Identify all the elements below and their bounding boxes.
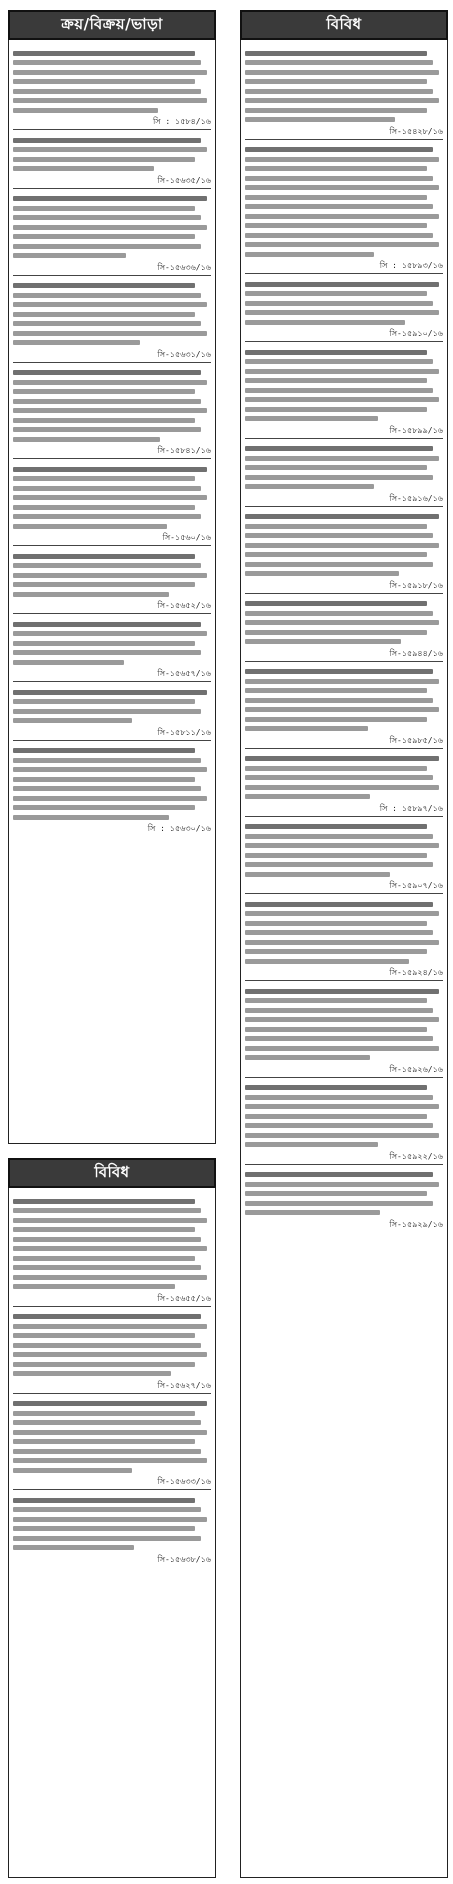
ad-text-line [245, 756, 439, 761]
ad-text-line [245, 456, 439, 461]
ad-text-line [13, 1545, 134, 1550]
ad-text-line [13, 1536, 201, 1541]
section-heading-misc-left: বিবিধ [8, 1158, 216, 1188]
ad-text-line [245, 185, 439, 190]
ad-text-line [13, 206, 195, 211]
ad-text-line [245, 717, 427, 722]
ad-serial-number: সি-১৫৮৯৯/১৬ [389, 425, 443, 435]
ad-text-line [13, 709, 201, 714]
ad-text-line [245, 416, 378, 421]
ad-text-line [13, 98, 207, 103]
ad-serial-number: সি-১৫৯৪৪/১৬ [389, 648, 443, 658]
classified-ad [13, 1394, 211, 1491]
ad-text-line [13, 399, 201, 404]
ad-text-line [245, 484, 374, 489]
ad-text-line [13, 157, 195, 162]
ad-text-line [245, 571, 399, 576]
ad-text-line [13, 554, 195, 559]
ad-text-line [245, 669, 433, 674]
classified-ad [13, 1307, 211, 1394]
classified-ad [245, 140, 443, 275]
ad-text-line [13, 582, 195, 587]
ad-serial-number: সি : ১৫৮৯৩/১৬ [379, 261, 443, 270]
ad-text-line [13, 293, 201, 298]
ad-text-line [245, 204, 433, 209]
ad-text-line [245, 1182, 439, 1187]
ad-serial-number: সি-১৫৯১০/১৬ [389, 329, 443, 338]
ad-text-line [245, 911, 439, 916]
ad-serial-number: সি-১৫৬৫২/১৬ [157, 601, 211, 610]
classified-ad [13, 1490, 211, 1567]
ad-text-line [13, 1208, 201, 1213]
ad-text-line [245, 282, 439, 287]
ad-text-line [13, 253, 126, 258]
ad-text-line [13, 1237, 201, 1242]
ad-text-line [245, 959, 409, 964]
ad-text-line [245, 233, 433, 238]
ad-text-line [13, 786, 201, 791]
ad-text-line [13, 331, 207, 336]
ad-text-line [245, 157, 439, 162]
ad-text-line [13, 340, 140, 345]
classified-ad [13, 130, 211, 189]
ad-text-line [13, 1498, 195, 1503]
ad-text-line [13, 380, 207, 385]
ad-text-line [13, 215, 201, 220]
ad-text-line [245, 465, 427, 470]
ad-text-line [245, 252, 374, 257]
ad-text-line [13, 699, 195, 704]
ad-text-line [13, 573, 207, 578]
classified-ad [245, 1078, 443, 1165]
ad-text-line [245, 1123, 433, 1128]
section-heading-buy-sell-rent: ক্রয়/বিক্রয়/ভাড়া [8, 10, 216, 40]
ad-text-line [245, 1095, 433, 1100]
ad-text-line [245, 514, 439, 519]
ad-text-line [245, 117, 395, 122]
ad-text-line [13, 777, 195, 782]
ad-text-line [13, 467, 207, 472]
ads-list-misc-left [8, 1188, 216, 1878]
ad-serial-number: সি-১৫৯২৯/১৬ [389, 1219, 443, 1229]
ad-text-line [245, 147, 433, 152]
classified-ad [13, 614, 211, 682]
classified-ad [13, 363, 211, 460]
ad-text-line [13, 389, 195, 394]
ad-text-line [245, 1046, 439, 1051]
ad-text-line [245, 407, 427, 412]
ad-text-line [13, 1526, 195, 1531]
ad-text-line [13, 1507, 201, 1512]
ad-text-line [245, 775, 433, 780]
ad-text-line [13, 815, 169, 820]
ad-text-line [13, 1218, 207, 1223]
ad-text-line [13, 1420, 201, 1425]
classified-ad [245, 43, 443, 140]
ad-text-line [13, 641, 195, 646]
ad-text-line [245, 1027, 427, 1032]
ad-serial-number: সি-১৫৯৮৫/১৬ [389, 735, 443, 745]
classified-ad [245, 274, 443, 342]
ad-text-line [13, 622, 201, 627]
ad-text-line [245, 378, 427, 383]
ad-text-line [13, 51, 195, 56]
ad-text-line [13, 166, 154, 171]
ad-text-line [245, 1055, 370, 1060]
ad-text-line [245, 989, 439, 994]
ad-text-line [245, 902, 433, 907]
ad-text-line [13, 524, 167, 529]
ad-text-line [13, 108, 158, 113]
ad-text-line [13, 321, 201, 326]
ad-text-line [245, 639, 401, 644]
classified-ad [245, 981, 443, 1078]
ad-text-line [245, 51, 427, 56]
classified-ad [245, 507, 443, 594]
ad-text-line [13, 1458, 207, 1463]
ad-text-line [245, 214, 439, 219]
ad-text-line [13, 1352, 207, 1357]
ad-text-line [13, 563, 201, 568]
ad-text-line [13, 312, 195, 317]
ad-text-line [245, 707, 439, 712]
ad-text-line [13, 1324, 207, 1329]
ad-serial-number: সি-১৫৯১৬/১৬ [389, 493, 443, 503]
ad-text-line [245, 1133, 439, 1138]
ad-text-line [245, 446, 433, 451]
classified-ad [245, 439, 443, 507]
ad-text-line [13, 796, 207, 801]
ad-text-line [245, 475, 433, 480]
ad-text-line [245, 79, 427, 84]
classified-ad [13, 682, 211, 741]
ad-text-line [13, 1275, 207, 1280]
ad-text-line [13, 370, 201, 375]
ad-text-line [245, 1114, 427, 1119]
ad-text-line [245, 242, 439, 247]
ad-text-line [13, 1401, 207, 1406]
ad-text-line [245, 524, 427, 529]
ad-serial-number: সি-১৫৬২৭/১৬ [157, 1380, 211, 1390]
ad-text-line [13, 1314, 201, 1319]
ad-text-line [245, 1008, 433, 1013]
ad-text-line [13, 1439, 195, 1444]
classified-ad [13, 276, 211, 363]
classified-ad [13, 189, 211, 276]
ad-serial-number: সি-১৫৯২২/১৬ [389, 1151, 443, 1161]
classified-ad [245, 1165, 443, 1232]
ad-text-line [245, 766, 427, 771]
ad-serial-number: সি-১৫৬৫৫/১৬ [157, 1293, 211, 1303]
ad-serial-number: সি-১৫৬৩৫/১৬ [157, 175, 211, 185]
ad-text-line [245, 921, 427, 926]
ad-text-line [245, 320, 405, 325]
ad-text-line [13, 1430, 207, 1435]
ad-text-line [245, 853, 427, 858]
ad-text-line [13, 505, 195, 510]
ad-text-line [13, 244, 201, 249]
ad-text-line [245, 1017, 439, 1022]
ad-text-line [13, 1411, 195, 1416]
ad-serial-number: সি : ১৫৮৪/১৬ [153, 117, 211, 126]
classified-ad [245, 817, 443, 895]
ads-list-misc-right [240, 40, 448, 1878]
ad-text-line [245, 108, 427, 113]
ad-text-line [13, 138, 201, 143]
ad-text-line [245, 1210, 380, 1215]
ad-text-line [13, 283, 195, 288]
ad-serial-number: সি : ১৫৬৩০/১৬ [147, 824, 211, 833]
ad-serial-number: সি-১৫৬০/১৬ [162, 533, 211, 542]
ad-text-line [245, 310, 439, 315]
ad-text-line [13, 805, 195, 810]
ad-text-line [245, 60, 433, 65]
ad-text-line [245, 291, 427, 296]
ad-text-line [13, 660, 124, 665]
ad-text-line [245, 359, 433, 364]
ad-text-line [13, 514, 201, 519]
ad-text-line [13, 89, 201, 94]
classified-ad [245, 894, 443, 981]
ads-list-buy-sell-rent [8, 40, 216, 1144]
ad-text-line [245, 89, 433, 94]
ad-text-line [13, 1468, 132, 1473]
ad-serial-number: সি-১৫৯১৮/১৬ [389, 580, 443, 590]
ad-text-line [245, 562, 433, 567]
ad-text-line [245, 698, 433, 703]
ad-text-line [245, 930, 433, 935]
classified-ad [245, 594, 443, 662]
ad-text-line [245, 195, 427, 200]
ad-text-line [13, 631, 207, 636]
ad-text-line [13, 1333, 195, 1338]
ad-serial-number: সি-১৫৬৩৩/১৬ [157, 1477, 211, 1486]
ad-text-line [13, 196, 207, 201]
ad-text-line [245, 552, 427, 557]
ad-text-line [245, 630, 427, 635]
ad-text-line [13, 476, 195, 481]
ad-text-line [13, 1362, 195, 1367]
ad-text-line [245, 1191, 427, 1196]
ad-text-line [13, 748, 195, 753]
ad-text-line [13, 70, 207, 75]
ad-text-line [245, 176, 433, 181]
ad-text-line [245, 872, 390, 877]
classified-ad [245, 342, 443, 439]
ad-text-line [245, 688, 427, 693]
classified-ad [13, 546, 211, 614]
ad-text-line [245, 533, 433, 538]
ad-text-line [245, 824, 427, 829]
ad-text-line [245, 1085, 427, 1090]
ad-text-line [245, 369, 439, 374]
ad-text-line [245, 834, 433, 839]
ad-text-line [13, 408, 207, 413]
ad-text-line [13, 1265, 201, 1270]
ad-text-line [245, 949, 427, 954]
ad-text-line [245, 1201, 433, 1206]
ad-text-line [13, 767, 207, 772]
ad-text-line [13, 1371, 171, 1376]
ad-text-line [245, 843, 439, 848]
ad-text-line [245, 785, 439, 790]
ad-text-line [13, 225, 207, 230]
classified-ad [245, 749, 443, 817]
ad-serial-number: সি-১৫৮১১/১৬ [157, 727, 211, 737]
ad-serial-number: সি-১৫৪২৮/১৬ [389, 126, 443, 136]
ad-text-line [13, 147, 207, 152]
ad-serial-number: সি-১৫৯২৬/১৬ [389, 1064, 443, 1074]
ad-text-line [245, 998, 427, 1003]
ad-text-line [13, 1284, 175, 1289]
ad-text-line [245, 388, 433, 393]
classified-ad [13, 43, 211, 130]
ad-text-line [245, 611, 433, 616]
ad-text-line [13, 1246, 207, 1251]
ad-text-line [13, 418, 195, 423]
ad-serial-number: সি-১৫৬৩৬/১৬ [157, 262, 211, 272]
ad-text-line [13, 592, 169, 597]
ad-text-line [13, 1199, 195, 1204]
ad-text-line [13, 718, 132, 723]
ad-text-line [13, 650, 201, 655]
ad-text-line [245, 1104, 439, 1109]
left-column [8, 10, 216, 1878]
classified-ad [13, 1191, 211, 1307]
section-heading-misc-right: বিবিধ [240, 10, 448, 40]
ad-text-line [245, 301, 433, 306]
right-column [240, 10, 448, 1878]
ad-text-line [245, 620, 439, 625]
ad-serial-number: সি-১৫৬৫৭/১৬ [157, 669, 211, 678]
ad-serial-number: সি-১৫৮৪১/১৬ [157, 446, 211, 455]
ad-serial-number: সি-১৫৯০৭/১৬ [389, 881, 443, 890]
ad-text-line [245, 862, 433, 867]
ad-serial-number: সি-১৫৯২৪/১৬ [389, 968, 443, 977]
ad-text-line [13, 495, 207, 500]
ad-text-line [245, 543, 439, 548]
ad-text-line [13, 690, 207, 695]
classified-ad [245, 662, 443, 749]
ad-text-line [245, 1036, 433, 1041]
ad-text-line [13, 1256, 195, 1261]
ad-text-line [13, 302, 207, 307]
ad-serial-number: সি : ১৫৮৯৭/১৬ [379, 803, 443, 813]
ad-text-line [245, 1172, 433, 1177]
ad-text-line [245, 1142, 378, 1147]
ad-text-line [245, 98, 439, 103]
ad-text-line [245, 601, 427, 606]
ad-text-line [13, 79, 195, 84]
ad-text-line [13, 427, 201, 432]
ad-text-line [245, 350, 427, 355]
ad-text-line [245, 70, 439, 75]
classified-ad [13, 459, 211, 546]
ad-text-line [13, 1517, 207, 1522]
ad-text-line [245, 940, 439, 945]
ad-serial-number: সি-১৫৬৩১/১৬ [157, 349, 211, 359]
ad-text-line [245, 679, 439, 684]
ad-text-line [13, 1343, 201, 1348]
ad-text-line [245, 223, 427, 228]
ad-text-line [245, 726, 368, 731]
ad-text-line [13, 234, 195, 239]
ad-text-line [13, 1227, 195, 1232]
ad-text-line [13, 486, 201, 491]
classified-ad [13, 741, 211, 837]
ad-serial-number: সি-১৫৬৩৮/১৬ [157, 1554, 211, 1564]
ad-text-line [13, 60, 201, 65]
ad-text-line [13, 758, 201, 763]
ad-text-line [245, 397, 439, 402]
ad-text-line [245, 166, 427, 171]
ad-text-line [245, 794, 370, 799]
ad-text-line [13, 437, 160, 442]
ad-text-line [13, 1449, 201, 1454]
